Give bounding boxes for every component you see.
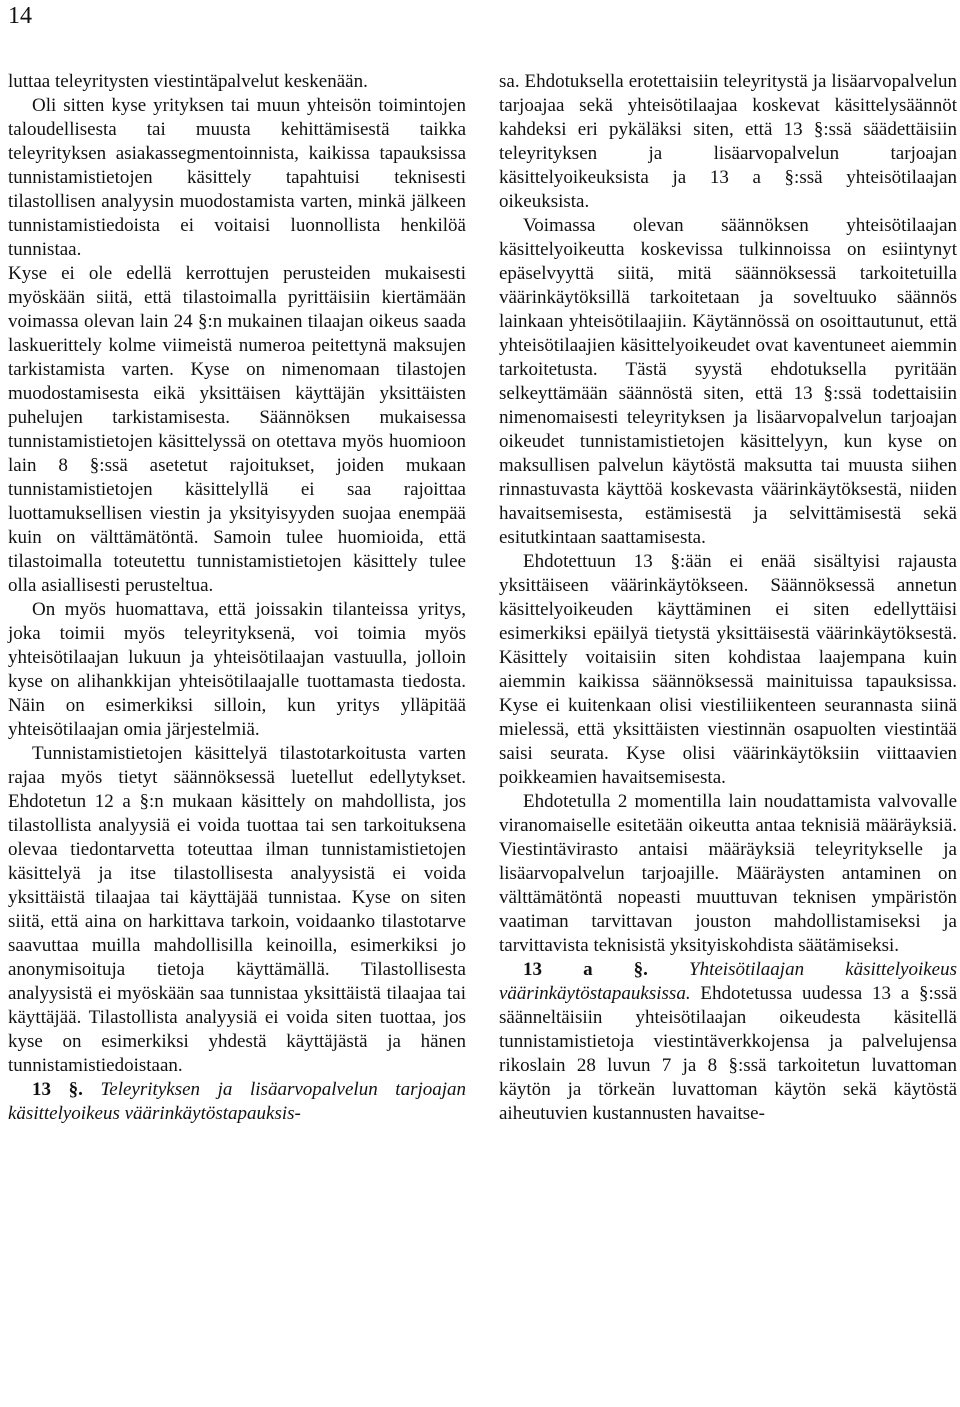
right-column <box>499 70 957 1126</box>
paragraph: Ehdotetulla 2 momentilla lain noudattamista valvovalle viranomaiselle esitetään oikeutta antaa teknisiä määräyksiä. Viestintävirasto antaisi määräyksiä teleyritykselle ja lisäarvopalvelun tarjoajille. Määräysten antaminen on välttämätöntä nopeasti muuttuvan teknisen ympäristön vaatiman tarvittavan jouston mahdollistamiseksi ja tarvittavista teknisistä yksityiskohdista säätämiseksi. <box>499 791 957 956</box>
paragraph: Ehdotettuun 13 §:ään ei enää sisältyisi rajausta yksittäiseen väärinkäytökseen. Säännöksessä annetun käsittelyoikeuden käyttäminen ei siten edellyttäisi esimerkiksi epäilyä tietystä yksittäisestä väärinkäytöksestä. Käsittely voitaisiin siten kohdistaa laajempana kuin aiemmin kaikissa säännöksessä mainituissa tapauksissa. Kyse ei kuitenkaan olisi viestiliikenteen seurannasta siinä mielessä, että yksittäisten viestinnän osapuolten viestintää saisi seurata. Kyse olisi väärinkäytöksiin viittaavien poikkeamien havaitsemisesta. <box>499 551 957 788</box>
section-text: Ehdotetussa uudessa 13 a §:ssä säänneltäisiin yhteisötilaajan oikeudesta käsitellä tunnistamistietoja viestintäverkkojensa ja palvelujensa rikoslain 28 luvun 7 ja 8 §:ssä tarkoitetun luvattoman käytön ja törkeän luvattoman käytön sekä käytöstä aiheutuvien kustannusten havaitse- <box>499 983 958 1124</box>
section-title: Yhteisötilaajan käsittelyoikeus väärinkäytöstapauksissa. <box>499 959 958 1004</box>
page-number: 14 <box>8 3 32 29</box>
paragraph: luttaa teleyritysten viestintäpalvelut keskenään. <box>8 71 368 92</box>
left-column <box>8 70 466 1126</box>
paragraph: Voimassa olevan säännöksen yhteisötilaajan käsittelyoikeutta koskevissa tulkinnoissa on esiintynyt epäselvyyttä siitä, mitä säännöksessä tarkoitetuilla väärinkäytöksillä tarkoitetaan ja soveltuuko säännös lainkaan yhteisötilaajiin. Käytännössä on osoittautunut, että yhteisötilaajien käsittelyoikeudet ovat kaventuneet aiemmin tarkoitetusta. Tästä syystä ehdotuksella pyritään selkeyttämään säännöstä siten, että 13 §:ssä todettaisiin nimenomaisesti teleyrityksen ja lisäarvopalvelun tarjoajan oikeudet tunnistamistietojen käsittelyyn, kun kyse on maksullisen palvelun käytöstä maksutta tai muusta siihen rinnastuvasta käyttöä koskevasta väärinkäytöksestä, niiden havaitsemisesta, estämisestä ja selvittämisestä sekä esitutkintaan saattamisesta. <box>499 215 957 548</box>
section-title: Teleyrityksen ja lisäarvopalvelun tarjoajan käsittelyoikeus väärinkäytöstapauksis- <box>8 1079 467 1124</box>
paragraph: Oli sitten kyse yrityksen tai muun yhteisön toimintojen taloudellisesta tai muusta kehittämisestä taikka teleyrityksen asiakassegmentoinnista, kaikissa tapauksissa tunnistamistietojen käsittely tapahtuisi teknisesti tilastollisen analyysin muodostamista varten, minkä jälkeen tunnistamistiedoista ei voitaisi luonnollista henkilöä tunnistaa. <box>8 95 466 260</box>
section-number: 13 a §. <box>523 959 648 980</box>
paragraph: On myös huomattava, että joissakin tilanteissa yritys, joka toimii myös teleyrityksenä, voi toimia myös yhteisötilaajan lukuun ja yhteisötilaajan vastuulla, jolloin kyse on alihankkijan yhteisötilaajalle tuottamasta tiedosta. Näin on esimerkiksi silloin, kun yritys ylläpitää yhteisötilaajan omia järjestelmiä. <box>8 599 466 740</box>
paragraph: Tunnistamistietojen käsittelyä tilastotarkoitusta varten rajaa myös tietyt säännöksessä luetellut edellytykset. Ehdotetun 12 a §:n mukaan käsittely on mahdollista, jos tilastollista analyysiä ei voida tuottaa tai sen tarkoituksena olevaa tiedontarvetta toteuttaa ilman tunnistamistietojen käsittelyä ja itse tilastollisesta analyysistä ei voida yksittäistä tilaajaa tai käyttäjää tunnistaa. Kyse on siten siitä, että aina on harkittava tarkoin, voidaanko tilastotarve saavuttaa muilla mahdollisilla keinoilla, esimerkiksi jo anonymisoituja tietoja käyttämällä. Tilastollisesta analyysistä ei myöskään saa tunnistaa yksittäistä tilaajaa tai käyttäjää. Tilastollista analyysiä ei voida siten tuottaa, jos kyse on esimerkiksi yhdestä käyttäjästä ja hänen tunnistamistiedoistaan. <box>8 743 466 1076</box>
section-13a <box>499 958 957 1126</box>
paragraph: sa. Ehdotuksella erotettaisiin teleyritystä ja lisäarvopalvelun tarjoajaa sekä yhteisötilaajaa koskevat käsittelysäännöt kahdeksi eri pykäläksi siten, että 13 §:ssä säädettäisiin teleyrityksen ja lisäarvopalvelun tarjoajan käsittelyoikeuksista ja 13 a §:ssä yhteisötilaajan oikeuksista. <box>499 71 957 212</box>
section-heading-13 <box>8 1078 466 1126</box>
section-number: 13 §. <box>32 1079 83 1100</box>
paragraph: Kyse ei ole edellä kerrottujen perusteiden mukaisesti myöskään siitä, että tilastoimalla pyrittäisiin kiertämään voimassa olevan lain 24 §:n mukainen tilaajan oikeus saada laskuerittely kolme viimeistä numeroa peitettynä maksujen tarkistamista varten. Kyse on nimenomaan tilastojen muodostamisesta eikä yksittäisen käyttäjän yksittäisten puhelujen tarkistamisesta. Säännöksen mukaisessa tunnistamistietojen käsittelyssä on otettava myös huomioon lain 8 §:ssä asetetut rajoitukset, joiden mukaan tunnistamistietojen käsittelyllä ei saa rajoittaa luottamuksellisen viestin ja yksityisyyden suojaa enempää kuin on välttämätöntä. Samoin tulee huomioida, että tilastoimalla toteutettu tunnistamistietojen käsittely tulee olla asiallisesti perusteltua. <box>8 263 466 596</box>
